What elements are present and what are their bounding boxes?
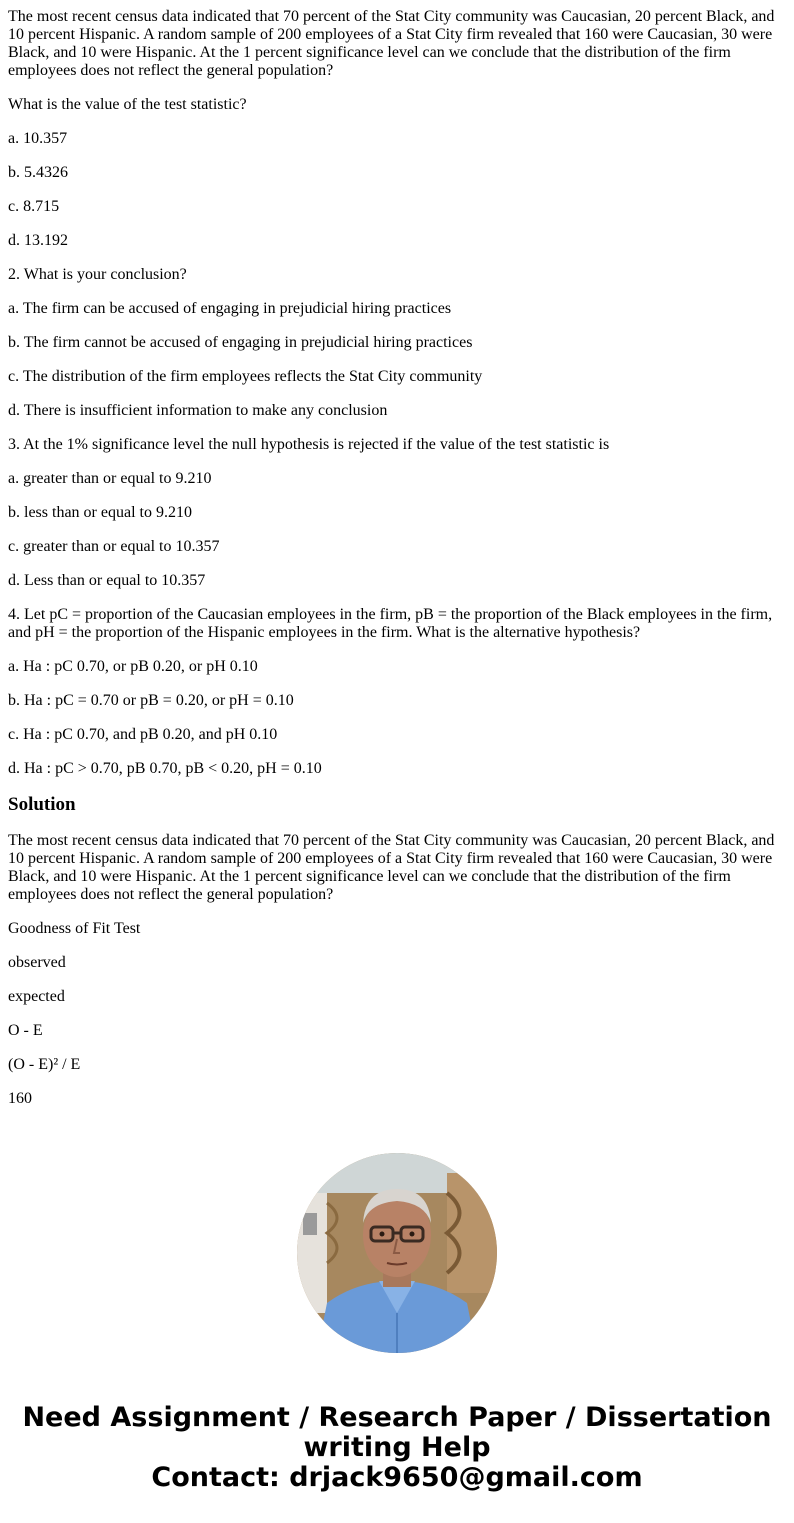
author-avatar: [297, 1153, 497, 1353]
question-3: 3. At the 1% significance level the null hypothesis is rejected if the value of the test statistic is: [8, 436, 610, 453]
solution-test-name: Goodness of Fit Test: [8, 920, 141, 937]
q3-option-b: b. less than or equal to 9.210: [8, 504, 192, 521]
solution-first-value: 160: [8, 1090, 32, 1107]
solution-col-chi: (O - E)² / E: [8, 1056, 81, 1073]
q4-option-d: d. Ha : pC > 0.70, pB 0.70, pB < 0.20, pH = 0.10: [8, 760, 322, 777]
q2-option-a: a. The firm can be accused of engaging in prejudicial hiring practices: [8, 300, 452, 317]
q1-option-c: c. 8.715: [8, 198, 60, 215]
solution-col-observed: observed: [8, 954, 66, 971]
solution-col-expected: expected: [8, 988, 65, 1005]
banner-line-2: writing Help: [303, 1432, 491, 1463]
question-intro: The most recent census data indicated that 70 percent of the Stat City community was Caucasian, 20 percent Black, and 10 percent Hispanic. A random sample of 200 employees of a Stat City firm revealed that 160 were Caucasian, 30 were Black, and 10 were Hispanic. At the 1 percent significance level can we conclude that the distribution of the firm employees does not reflect the general population?: [8, 8, 775, 79]
solution-intro: The most recent census data indicated that 70 percent of the Stat City community was Caucasian, 20 percent Black, and 10 percent Hispanic. A random sample of 200 employees of a Stat City firm revealed that 160 were Caucasian, 30 were Black, and 10 were Hispanic. At the 1 percent significance level can we conclude that the distribution of the firm employees does not reflect the general population?: [8, 832, 775, 903]
q2-option-b: b. The firm cannot be accused of engaging in prejudicial hiring practices: [8, 334, 473, 351]
q3-option-d: d. Less than or equal to 10.357: [8, 572, 206, 589]
q2-option-d: d. There is insufficient information to make any conclusion: [8, 402, 388, 419]
q1-option-a: a. 10.357: [8, 130, 68, 147]
solution-col-diff: O - E: [8, 1022, 43, 1039]
question-2: 2. What is your conclusion?: [8, 266, 187, 283]
contact-banner: [0, 1403, 794, 1493]
q3-option-a: a. greater than or equal to 9.210: [8, 470, 212, 487]
q4-option-b: b. Ha : pC = 0.70 or pB = 0.20, or pH = 0.10: [8, 692, 294, 709]
solution-heading: Solution: [8, 794, 76, 815]
document-body: [8, 8, 786, 1124]
q1-option-b: b. 5.4326: [8, 164, 68, 181]
question-4: 4. Let pC = proportion of the Caucasian employees in the firm, pB = the proportion of the Black employees in the firm, and pH = the proportion of the Hispanic employees in the firm. What is the alternative hypothesis?: [8, 606, 773, 641]
question-1: What is the value of the test statistic?: [8, 96, 247, 113]
q1-option-d: d. 13.192: [8, 232, 68, 249]
q4-option-a: a. Ha : pC 0.70, or pB 0.20, or pH 0.10: [8, 658, 258, 675]
q2-option-c: c. The distribution of the firm employees reflects the Stat City community: [8, 368, 483, 385]
q4-option-c: c. Ha : pC 0.70, and pB 0.20, and pH 0.10: [8, 726, 278, 743]
q3-option-c: c. greater than or equal to 10.357: [8, 538, 220, 555]
banner-contact-email: Contact: drjack9650@gmail.com: [151, 1462, 643, 1493]
banner-line-1: Need Assignment / Research Paper / Dissertation: [22, 1402, 772, 1433]
